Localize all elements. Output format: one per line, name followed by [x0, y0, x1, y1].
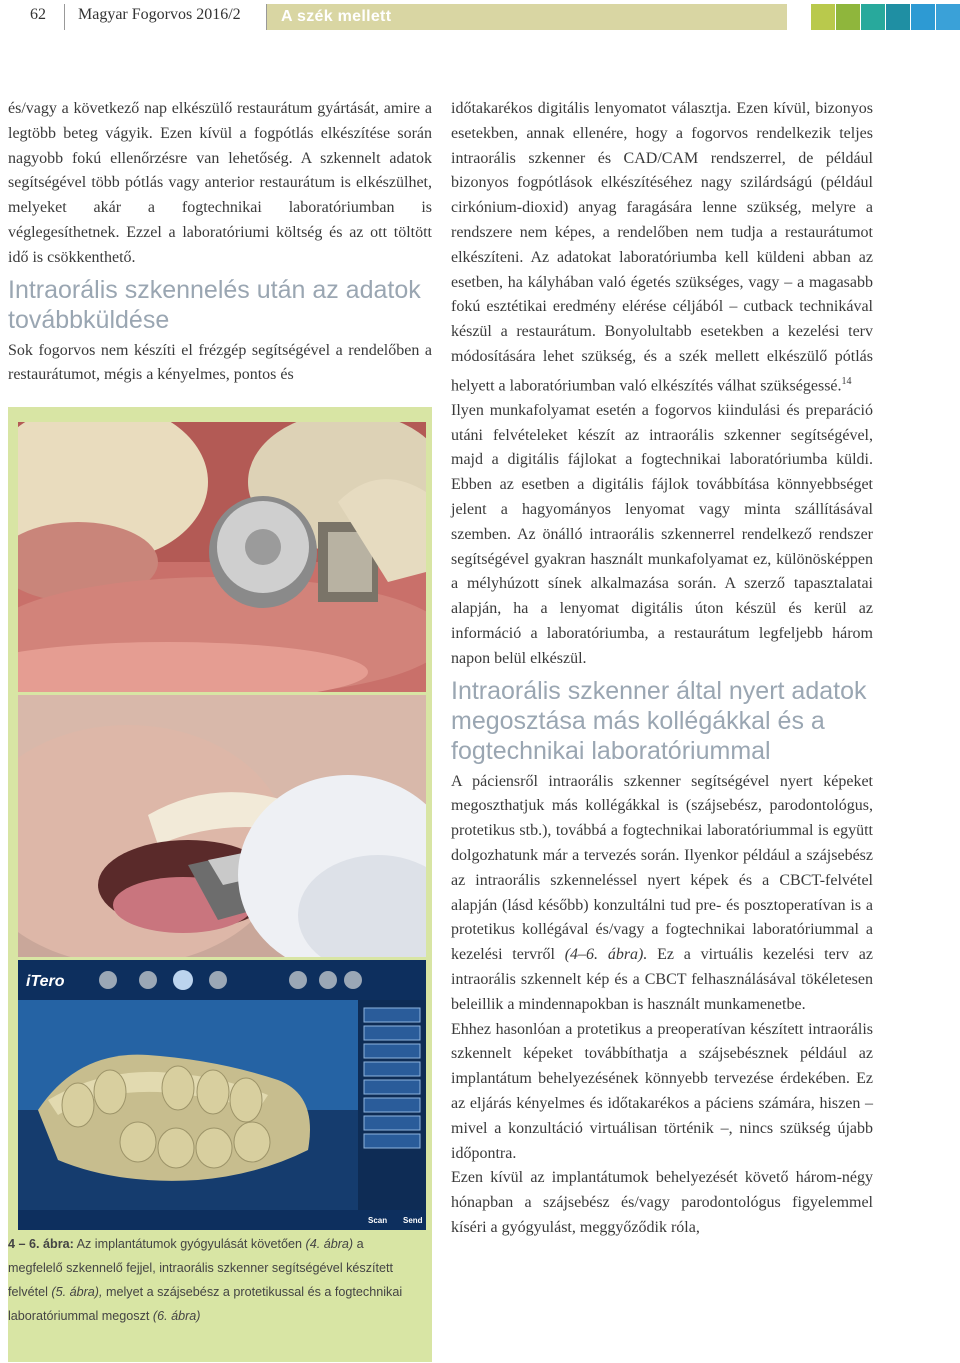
body-paragraph [451, 97, 873, 399]
caption-figure-ref: (5. ábra), [51, 1285, 103, 1299]
figure-reference: (4–6. ábra). [564, 946, 648, 964]
caption-label: 4 – 6. ábra: [8, 1237, 74, 1251]
body-paragraph: Sok fogorvos nem készíti el frézgép segítségével a rendelőben a restaurátumot, mégis a kényelmes, pontos és [8, 341, 432, 384]
caption-figure-ref: (6. ábra) [152, 1309, 201, 1323]
color-square [911, 4, 935, 30]
color-square [936, 4, 960, 30]
scan-button: Scan [368, 1216, 388, 1225]
body-text: Ez a virtuális kezelési terv az intraorális szkennelt kép és a CBCT felhasználásával tökéletesen beleillik a mindennapokban is használt munkamenetbe. [451, 946, 874, 1013]
section-heading: Intraorális szkenner által nyert adatok megosztása más kollégákkal és a fogtechnikai laboratóriummal [451, 676, 867, 765]
send-button: Send [403, 1216, 423, 1225]
body-text: A páciensről intraorális szkenner segítségével nyert képeket megoszthatjuk más kollégákkal is (szájsebész, parodontológus, protetikus stb.), továbbá a fogtechnikai laboratóriummal is együtt dolgozhatunk már a tervezés során. Ilyenkor például a szájsebész az intraorális szkenneléssel nyert képek és a CBCT-felvétel alapján (lásd később) konzultálni tud pre- és posztoperatívan is a protetikus kollégával és/vagy a fogtechnikai laboratóriummal a kezelési tervről [451, 772, 873, 964]
implant-photo [18, 422, 426, 692]
color-square [836, 4, 860, 30]
body-text: időtakarékos digitális lenyomatot választja. Ezen kívül, bizonyos esetekben, annak ellenére, hogy a fogorvos rendelkezik teljes intraorális szkenner és CAD/CAM rendszerrel, de például bizonyos fogpótlások elkészítéséhez nagy szilárdságú (például cirkónium-dioxid) anyag faragására lenne szükség, melyre a rendszere nem képes, a rendelőben nem tudja a restaurátumot elkészíteni. Az adatokat laboratóriumba kell küldeni abban az esetben, ha kályhában való égetés szükséges, vagy – a magasabb fokú esztétikai eredmény elérése céljából – cutback technikával készül a restaurátum. Bonyolultabb esetekben a kezelési terv módosítására lehet szükség, és a szék mellett elkészülő pótlás helyett a laboratóriumban való elkészítés válhat szükségessé. [451, 100, 873, 395]
header-divider [64, 4, 65, 30]
body-paragraph: Ehhez hasonlóan a protetikus a preoperatívan készített intraorális szkennelt képeket továbbíthatja a szájsebésznek például az implantátum behelyezésének könnyebb tervezése érdekében. Ez az eljárás kényelmes és időtakarékos a páciens számára, hiszen – mivel a konzultáció virtuálisan történik –, nincs szükség újabb időpontra. [451, 1020, 873, 1162]
page-number: 62 [30, 6, 46, 23]
figure-6-screenshot [18, 960, 426, 1230]
section-heading: Intraorális szkennelés után az adatok továbbküldése [8, 275, 421, 334]
figure-caption [8, 1232, 418, 1328]
journal-title: Magyar Fogorvos 2016/2 [78, 6, 241, 23]
itero-screen [18, 960, 426, 1230]
reference-superscript: 14 [841, 375, 852, 387]
scanner-photo [18, 695, 426, 957]
itero-logo: iTero [26, 973, 65, 990]
caption-text: melyet a szájsebész a protetikussal és a fogtechnikai laboratóriummal megoszt [8, 1285, 403, 1323]
figure-5-photo [18, 695, 426, 957]
section-title: A szék mellett [267, 4, 787, 30]
page-header [0, 0, 960, 32]
body-paragraph [451, 770, 873, 1018]
left-column [8, 97, 432, 388]
right-column [451, 97, 873, 1241]
body-paragraph: Ezen kívül az implantátumok behelyezését követő három-négy hónapban a szájsebész és/vagy parodontológus figyelemmel kíséri a gyógyulást, meggyőződik róla, [451, 1169, 873, 1236]
body-paragraph: Ilyen munkafolyamat esetén a fogorvos kiindulási és preparáció utáni felvételeket készít az intraorális szkenner segítségével, majd a digitális fájlokat a fogtechnikai laboratóriumba küldi. Ebben az esetben a digitális fájlok továbbítása könnyebbséget jelent a hagyományos lenyomat vagy minta szállításával szemben. Az önálló intraorális szkennerrel rendelkező rendszer segítségével gyakran használt munkafolyamat ez, különösképpen a mélyhúzott sínek alkalmazása során. A szerző tapasztalatai alapján, ha a lenyomat digitális úton készül és kerül az információ a laboratóriumba, a restaurátum legfeljebb három napon belül elkészül. [451, 401, 873, 667]
figure-4-photo [18, 422, 426, 692]
color-square [886, 4, 910, 30]
color-square [811, 4, 835, 30]
figure-box [8, 407, 432, 1362]
color-square [861, 4, 885, 30]
body-paragraph: és/vagy a következő nap elkészülő restaurátum gyártását, amire a legtöbb beteg vágyik. Ezen kívül a fogpótlás elkészítése során nagyobb fokú ellenőrzésre van lehetőség. A szkennelt adatok segítségével több pótlás vagy anterior restaurátum is elkészülhet, melyeket akár a fogtechnikai laboratóriumban is véglegesíthetnek. Ezzel a laboratóriumi költség és az ott töltött idő is csökkenthető. [8, 100, 432, 266]
caption-figure-ref: (4. ábra) [305, 1237, 354, 1251]
caption-text: Az implantátumok gyógyulását követően [73, 1237, 306, 1251]
caption-text: a megfelelő szkennelő fejjel, intraorális szkenner segítségével készített felvétel [8, 1237, 394, 1299]
